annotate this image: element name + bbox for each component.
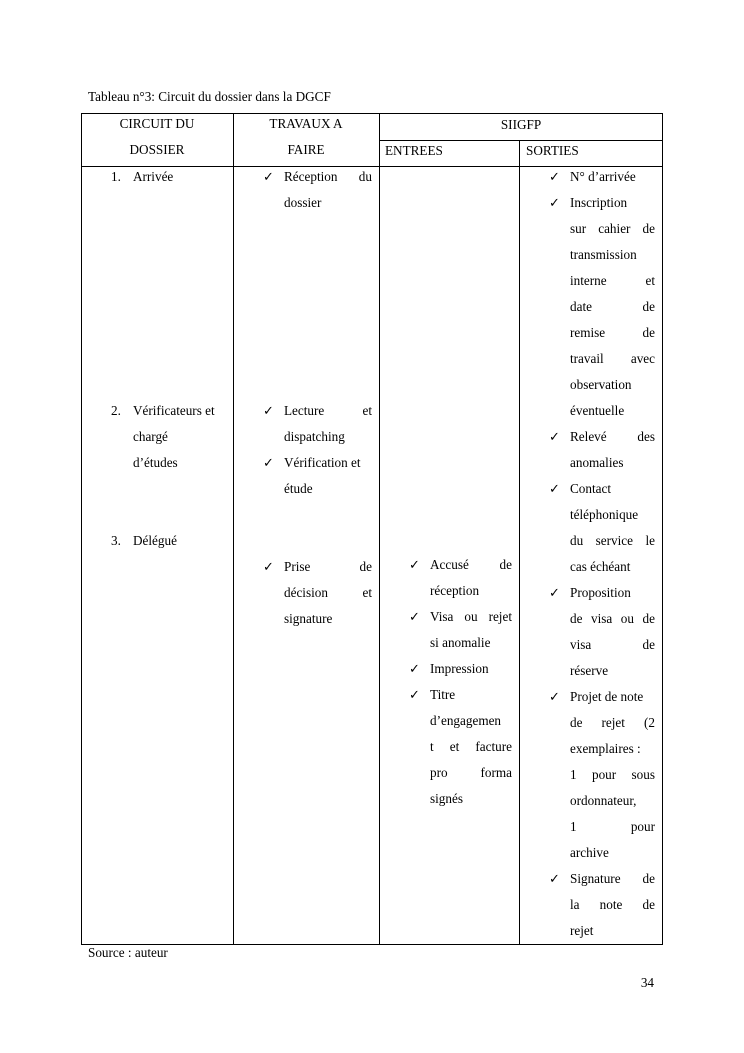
sorties-line: Proposition — [570, 585, 631, 600]
sorties-line: 1 pour sous — [570, 767, 655, 782]
entrees-line: Accusé de — [430, 557, 512, 572]
header-circuit-line-2: DOSSIER — [129, 142, 185, 157]
sorties-line: cas échéant — [570, 559, 631, 574]
step-verificateurs — [111, 398, 229, 476]
travaux-line: dossier — [284, 195, 322, 210]
sorties-line: sur cahier de — [570, 221, 655, 236]
column-divider-1 — [233, 113, 234, 945]
sorties-item — [548, 866, 655, 944]
sorties-item — [548, 190, 655, 424]
checkmark-icon: ✓ — [263, 455, 275, 470]
sorties-item — [548, 684, 655, 866]
step-label: Délégué — [133, 533, 177, 548]
checkmark-icon: ✓ — [263, 559, 275, 574]
sorties-line: Inscription — [570, 195, 628, 210]
column-divider-2 — [379, 113, 380, 945]
source-note: Source : auteur — [88, 945, 168, 960]
entrees-item — [408, 552, 512, 604]
travaux-line: Réception du — [284, 169, 372, 184]
checkmark-icon: ✓ — [549, 871, 561, 886]
sorties-item — [548, 164, 655, 190]
travaux-item — [262, 164, 372, 216]
travaux-item — [262, 554, 372, 632]
sorties-line: 1 pour — [570, 819, 655, 834]
sorties-line: transmission — [570, 247, 637, 262]
sorties-item — [548, 580, 655, 684]
entrees-line: d’engagemen — [430, 713, 502, 728]
step-number: 2. — [111, 403, 121, 418]
travaux-line: Vérification et — [284, 455, 361, 470]
travaux-line: signature — [284, 611, 333, 626]
step-delegue — [111, 528, 229, 554]
sorties-line: téléphonique — [570, 507, 639, 522]
travaux-list — [262, 164, 372, 632]
checkmark-icon: ✓ — [549, 169, 561, 184]
sorties-line: Projet de note — [570, 689, 644, 704]
sorties-line: la note de — [570, 897, 655, 912]
checkmark-icon: ✓ — [549, 429, 561, 444]
sorties-line: de visa ou de — [570, 611, 655, 626]
checkmark-icon: ✓ — [549, 195, 561, 210]
sorties-line: interne et — [570, 273, 655, 288]
travaux-item — [262, 398, 372, 450]
sorties-line: ordonnateur, — [570, 793, 637, 808]
travaux-line: Prise de — [284, 559, 372, 574]
checkmark-icon: ✓ — [263, 403, 275, 418]
checkmark-icon: ✓ — [409, 557, 421, 572]
sorties-line: N° d’arrivée — [570, 169, 636, 184]
sorties-line: anomalies — [570, 455, 624, 470]
entrees-line: si anomalie — [430, 635, 491, 650]
page-number: 34 — [640, 975, 654, 990]
header-travaux-line-1: TRAVAUX A — [269, 116, 343, 131]
sorties-line: de rejet (2 — [570, 715, 655, 730]
sorties-line: Signature de — [570, 871, 655, 886]
step-arrivee — [111, 164, 229, 190]
entrees-line: signés — [430, 791, 463, 806]
sorties-line: travail avec — [570, 351, 655, 366]
header-siigfp: SIIGFP — [500, 117, 542, 132]
sorties-list — [548, 164, 655, 944]
sorties-line: date de — [570, 299, 655, 314]
travaux-item — [262, 450, 372, 502]
sorties-line: Relevé des — [570, 429, 655, 444]
entrees-line: Visa ou rejet — [430, 609, 512, 624]
sorties-item — [548, 476, 655, 580]
step-label: Arrivée — [133, 169, 174, 184]
header-circuit — [81, 111, 233, 163]
checkmark-icon: ✓ — [409, 609, 421, 624]
circuit-steps — [111, 164, 229, 554]
checkmark-icon: ✓ — [549, 481, 561, 496]
sorties-line: archive — [570, 845, 609, 860]
entrees-line: réception — [430, 583, 480, 598]
checkmark-icon: ✓ — [263, 169, 275, 184]
entrees-line: Impression — [430, 661, 489, 676]
step-number: 3. — [111, 533, 121, 548]
step-label: d’études — [133, 455, 178, 470]
column-divider-3 — [519, 140, 520, 945]
entrees-item — [408, 656, 512, 682]
travaux-line: décision et — [284, 585, 372, 600]
entrees-item — [408, 682, 512, 812]
entrees-line: t et facture — [430, 739, 512, 754]
entrees-line: Titre — [430, 687, 456, 702]
step-label: Vérificateurs et — [133, 403, 215, 418]
travaux-line: étude — [284, 481, 313, 496]
header-travaux-line-2: FAIRE — [287, 142, 325, 157]
sorties-line: éventuelle — [570, 403, 625, 418]
travaux-line: dispatching — [284, 429, 345, 444]
entrees-list — [408, 552, 512, 812]
sorties-line: du service le — [570, 533, 655, 548]
sorties-line: réserve — [570, 663, 609, 678]
sorties-line: visa de — [570, 637, 655, 652]
header-sorties: SORTIES — [526, 143, 579, 158]
table-caption: Tableau n°3: Circuit du dossier dans la DGCF — [88, 89, 331, 104]
sorties-line: observation — [570, 377, 632, 392]
checkmark-icon: ✓ — [549, 585, 561, 600]
checkmark-icon: ✓ — [409, 661, 421, 676]
header-circuit-line-1: CIRCUIT DU — [119, 116, 195, 131]
step-label: chargé — [133, 429, 168, 444]
checkmark-icon: ✓ — [409, 687, 421, 702]
checkmark-icon: ✓ — [549, 689, 561, 704]
sorties-line: Contact — [570, 481, 612, 496]
sorties-line: remise de — [570, 325, 655, 340]
sorties-line: rejet — [570, 923, 594, 938]
entrees-line: pro forma — [430, 765, 512, 780]
entrees-item — [408, 604, 512, 656]
header-entrees: ENTREES — [385, 143, 443, 158]
header-travaux — [233, 111, 379, 163]
sorties-item — [548, 424, 655, 476]
step-number: 1. — [111, 169, 121, 184]
travaux-line: Lecture et — [284, 403, 372, 418]
sorties-line: exemplaires : — [570, 741, 641, 756]
